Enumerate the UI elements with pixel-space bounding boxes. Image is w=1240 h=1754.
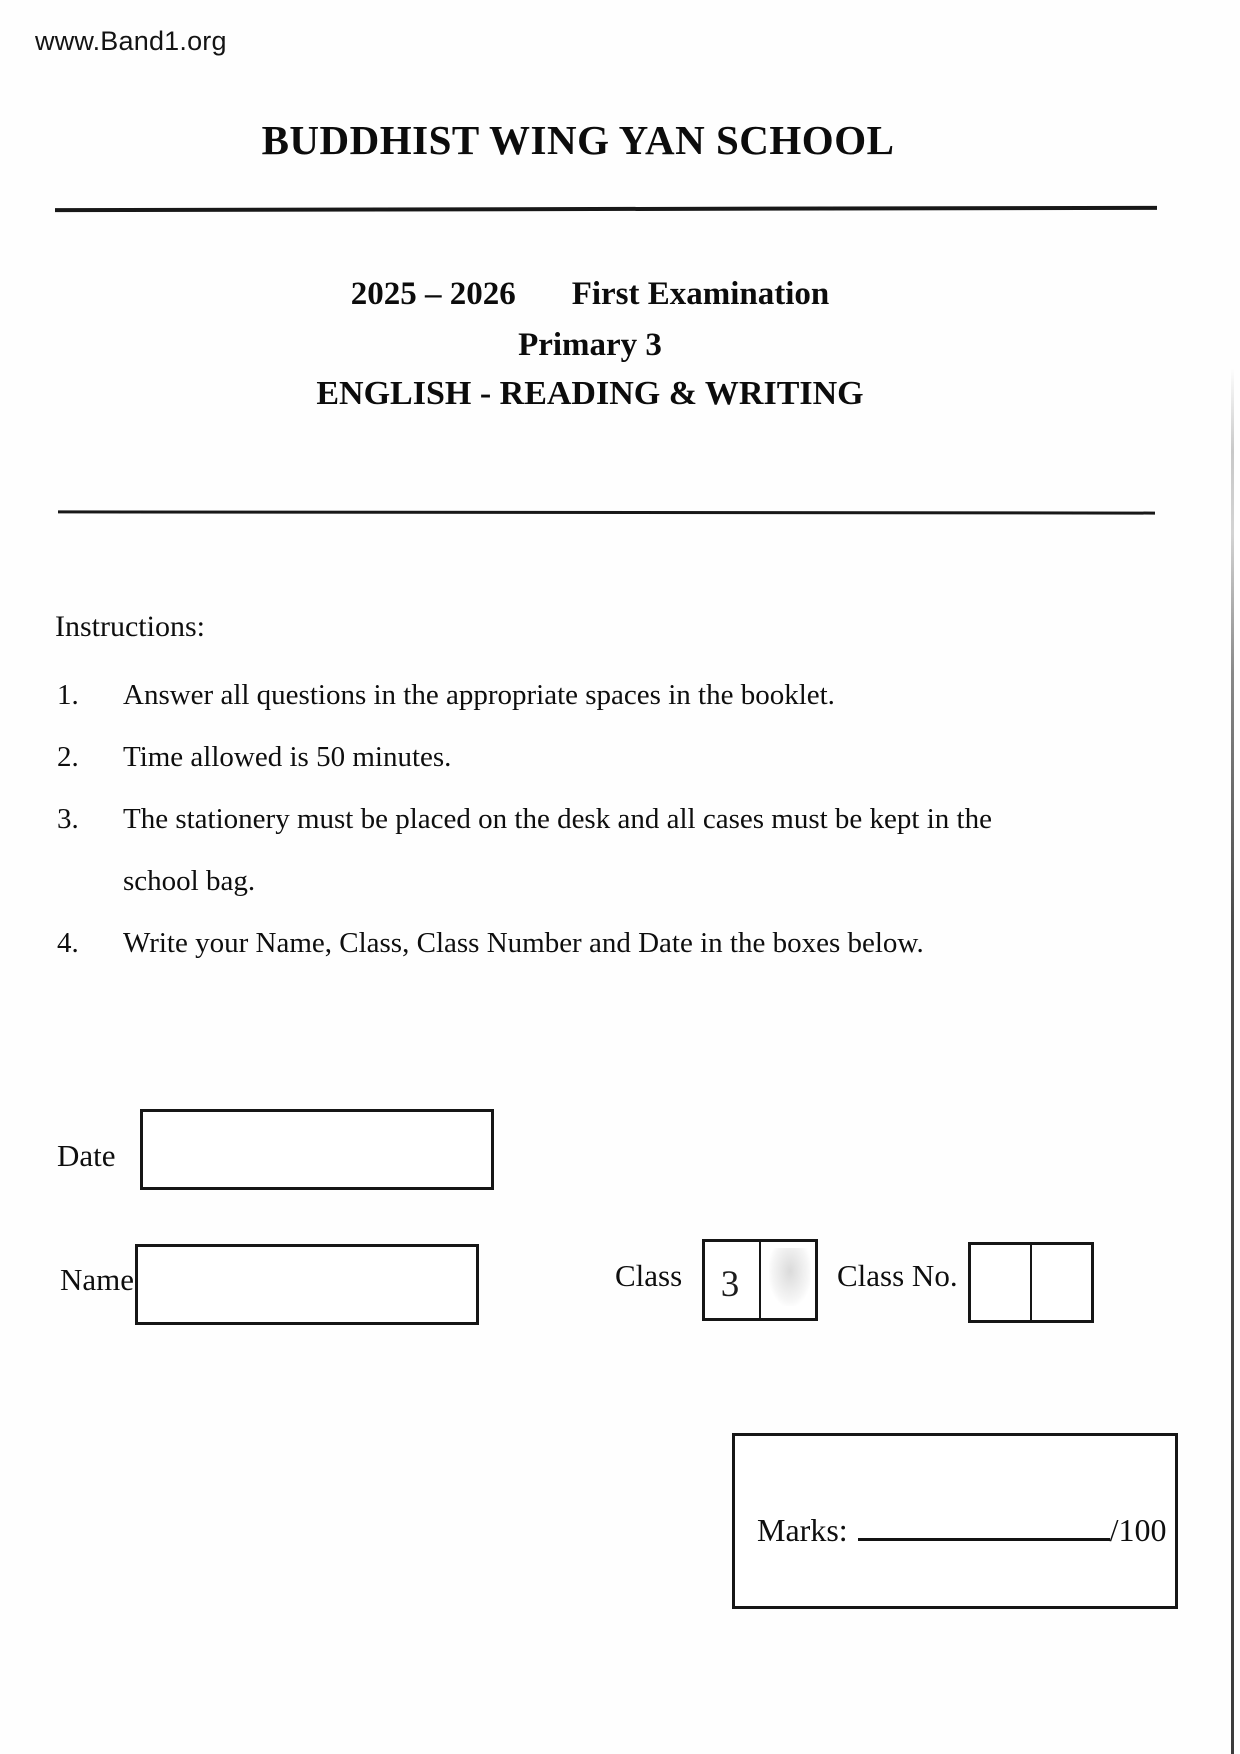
instruction-item-2 [0,726,1240,788]
instructions-heading: Instructions: [55,610,205,643]
class-no-label: Class No. [837,1258,958,1293]
instruction-number: 2. [57,741,79,773]
exam-year: 2025 – 2026 [350,276,516,312]
class-label: Class [615,1258,683,1293]
class-box [702,1239,818,1321]
marks-row [757,1508,1167,1549]
instruction-text: The stationery must be placed on the desk and all cases must be kept in the school bag. [123,803,992,897]
marks-box [732,1433,1178,1609]
class-box-cell-2 [761,1242,815,1318]
class-no-box [968,1242,1094,1323]
date-label: Date [57,1138,116,1173]
exam-name: First Examination [571,276,830,312]
instruction-number: 3. [57,803,79,835]
instruction-number: 1. [57,679,79,711]
class-value: 3 [720,1263,740,1305]
instruction-item-4 [0,912,1240,974]
marks-total: /100 [1109,1511,1167,1548]
instruction-text: Answer all questions in the appropriate spaces in the booklet. [123,679,835,711]
scan-smudge [769,1248,811,1306]
grade-level: Primary 3 [518,327,662,363]
instruction-number: 4. [57,927,79,959]
name-label: Name [60,1262,135,1297]
header-divider [58,510,1155,514]
date-box [140,1109,494,1190]
instruction-text: Time allowed is 50 minutes. [123,741,452,773]
name-box [135,1244,479,1325]
class-no-cell-2 [1032,1245,1091,1320]
top-divider [55,206,1157,212]
school-name: BUDDHIST WING YAN SCHOOL [261,117,895,163]
subject-title: ENGLISH - READING & WRITING [316,375,864,412]
class-box-cell-1 [705,1242,761,1318]
exam-session-line [0,276,1180,313]
instruction-item-1 [0,664,1240,726]
instruction-item-3 [0,788,1240,912]
instruction-text: Write your Name, Class, Class Number and Date in the boxes below. [123,927,924,959]
marks-blank-line [858,1508,1110,1541]
marks-label: Marks: [757,1511,848,1548]
class-no-cell-1 [971,1245,1032,1320]
watermark-url: www.Band1.org [35,26,227,56]
scan-edge-artifact [1231,368,1234,1754]
